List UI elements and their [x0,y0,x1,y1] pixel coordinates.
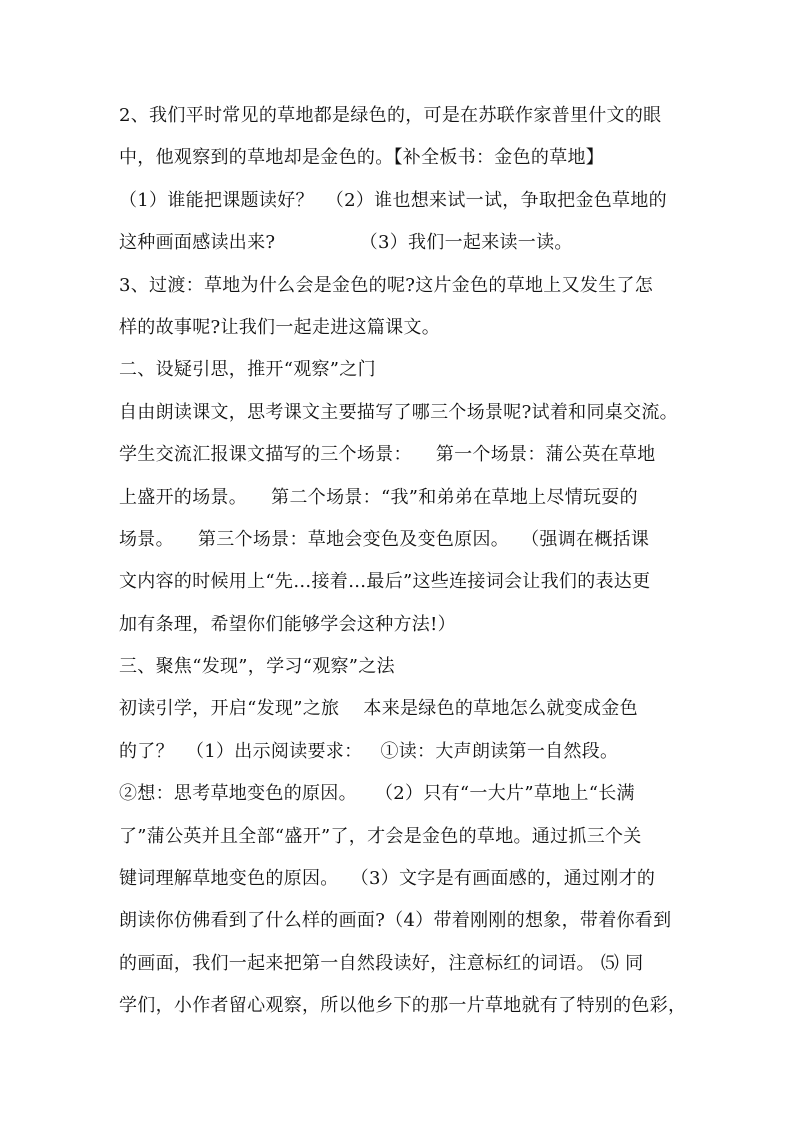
lesson-text-body [119,95,687,1028]
section-heading: 二、设疑引思，推开“观察”之门 [119,359,376,381]
text-line: 这种画面感读出来? （3）我们一起来读一读。 [119,232,573,254]
text-line: 中，他观察到的草地却是金色的。【补全板书：金色的草地】 [119,147,605,169]
text-line: ②想：思考草地变色的原因。 （2）只有“一大片”草地上“长满 [119,783,635,805]
text-line: 2、我们平时常见的草地都是绿色的，可是在苏联作家普里什文的眼 [119,105,662,126]
section-heading: 三、聚焦“发现”，学习“观察”之法 [119,656,395,678]
text-line: 键词理解草地变色的原因。 （3）文字是有画面感的，通过刚才的 [119,868,656,890]
text-line: 文内容的时候用上“先…接着…最后”这些连接词会让我们的表达更 [119,571,651,593]
text-line: 样的故事呢?让我们一起走进这篇课文。 [119,316,441,338]
text-line: 的了？ （1）出示阅读要求： ①读：大声朗读第一自然段。 [119,740,619,762]
text-line: 了”蒲公英并且全部“盛开”了，才会是金色的草地。通过抓三个关 [119,825,642,847]
text-line: 初读引学，开启“发现”之旅 本来是绿色的草地怎么就变成金色 [119,698,638,720]
text-line: 学们，小作者留心观察，所以他乡下的那一片草地就有了特别的色彩， [119,995,687,1017]
text-line: 的画面，我们一起来把第一自然段读好，注意标红的词语。 ⑸ 同 [119,952,644,974]
text-line: 3、过渡：草地为什么会是金色的呢?这片金色的草地上又发生了怎 [119,274,654,296]
text-line: 学生交流汇报课文描写的三个场景： 第一个场景：蒲公英在草地 [119,444,656,466]
text-line: 自由朗读课文，思考课文主要描写了哪三个场景呢?试着和同桌交流。 [119,401,678,423]
text-line: 加有条理，希望你们能够学会这种方法!） [119,613,456,635]
text-line: 场景。 第三个场景：草地会变色及变色原因。 （强调在概括课 [119,528,650,550]
text-line: （1）谁能把课题读好？ （2）谁也想来试一试，争取把金色草地的 [119,189,667,211]
text-line: 上盛开的场景。 第二个场景：“我”和弟弟在草地上尽情玩耍的 [119,486,638,508]
text-line: 朗读你仿佛看到了什么样的画面?（4）带着刚刚的想象，带着你看到 [119,910,672,932]
